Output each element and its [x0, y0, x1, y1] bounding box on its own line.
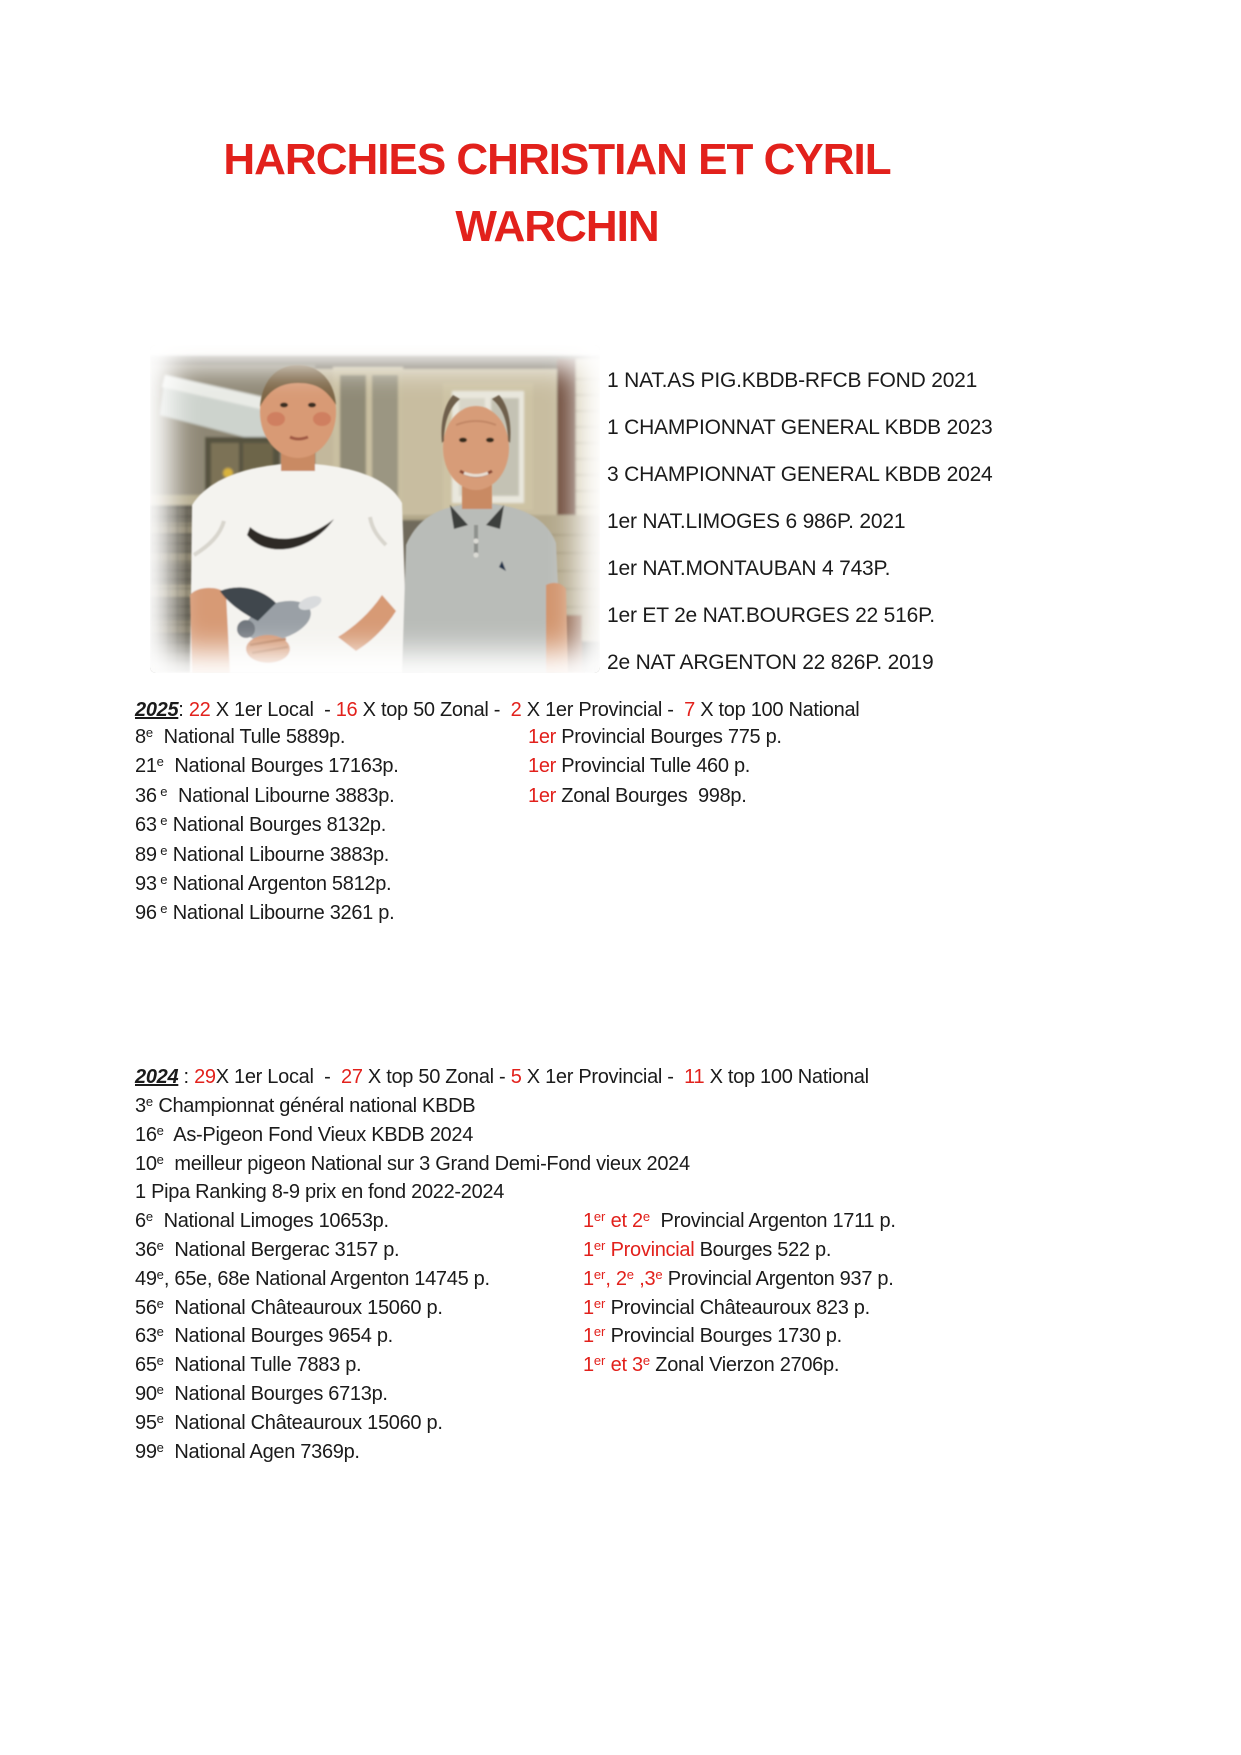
- left-man-arm: [190, 588, 230, 673]
- result-left: 93 $^e$ National Argenton 5812p.: [135, 871, 392, 895]
- page-title-line1: HARCHIES CHRISTIAN ET CYRIL: [223, 135, 891, 184]
- honor-line: 1er ET 2e NAT.BOURGES 22 516P.: [607, 604, 935, 627]
- result-left: 96 $^e$ National Libourne 3261 p.: [135, 901, 395, 925]
- result-left: 10e meilleur pigeon National sur 3 Grand Demi-Fond vieux 2024: [135, 1151, 690, 1175]
- honor-line: 1 NAT.AS PIG.KBDB-RFCB FOND 2021: [607, 369, 978, 392]
- honors-list: [607, 369, 993, 698]
- honor-line: 1er NAT.LIMOGES 6 986P. 2021: [607, 510, 906, 533]
- result-left: 89 $^e$ National Libourne 3883p.: [135, 842, 390, 866]
- result-left: 1 Pipa Ranking 8-9 prix en fond 2022-2024: [135, 1181, 505, 1204]
- result-left: 8e National Tulle 5889p.: [135, 725, 346, 748]
- result-right: 1er Provincial Bourges 775 p.: [528, 726, 782, 748]
- result-left: 3e Championnat général national KBDB: [135, 1094, 476, 1117]
- season-2024-header: 2024 : 29X 1er Local - 27 X top 50 Zonal - 5 X 1er Provincial - 11 X top 100 National: [135, 1066, 869, 1088]
- result-left: 99e National Agen 7369p.: [135, 1439, 360, 1463]
- grey-polo: [402, 503, 562, 673]
- result-left: 6e National Limoges 10653p.: [135, 1209, 389, 1233]
- result-left: 95e National Châteauroux 15060 p.: [135, 1410, 443, 1434]
- result-left: 63 $^e$ National Bourges 8132p.: [135, 813, 387, 837]
- honor-line: 2e NAT ARGENTON 22 826P. 2019: [607, 651, 934, 674]
- page-title-line2: WARCHIN: [455, 202, 659, 251]
- result-right: 1er Provincial Châteauroux 823 p.: [583, 1295, 870, 1319]
- result-left: 65e National Tulle 7883 p.: [135, 1353, 362, 1377]
- honor-line: 3 CHAMPIONNAT GENERAL KBDB 2024: [607, 463, 993, 486]
- page-title: [0, 126, 1114, 260]
- season-2025-header: 2025: 22 X 1er Local - 16 X top 50 Zonal - 2 X 1er Provincial - 7 X top 100 National: [135, 699, 860, 721]
- result-left: 36 $^e$ National Libourne 3883p.: [135, 783, 395, 807]
- result-right: 1er Provincial Bourges 522 p.: [583, 1237, 832, 1261]
- result-left: 56e National Châteauroux 15060 p.: [135, 1295, 443, 1319]
- right-man-arm: [546, 583, 568, 673]
- honor-line: 1 CHAMPIONNAT GENERAL KBDB 2023: [607, 416, 993, 439]
- photo-two-men-with-pigeon: [150, 345, 600, 673]
- result-left: 90e National Bourges 6713p.: [135, 1381, 388, 1405]
- result-right: 1er et 2e Provincial Argenton 1711 p.: [583, 1209, 896, 1233]
- result-left: 63e National Bourges 9654 p.: [135, 1324, 393, 1348]
- result-left: 49e, 65e, 68e National Argenton 14745 p.: [135, 1266, 490, 1290]
- result-left: 21e National Bourges 17163p.: [135, 754, 399, 778]
- result-right: 1er Provincial Bourges 1730 p.: [583, 1324, 842, 1348]
- honor-line: 1er NAT.MONTAUBAN 4 743P.: [607, 557, 891, 580]
- result-right: 1er, 2e ,3e Provincial Argenton 937 p.: [583, 1266, 894, 1290]
- pigeon-head: [237, 620, 255, 638]
- result-right: 1er Provincial Tulle 460 p.: [528, 755, 751, 778]
- photo-illustration: [150, 345, 600, 673]
- result-left: 16e As-Pigeon Fond Vieux KBDB 2024: [135, 1122, 474, 1146]
- result-left: 36e National Bergerac 3157 p.: [135, 1237, 400, 1261]
- result-right: 1er et 3e Zonal Vierzon 2706p.: [583, 1353, 840, 1377]
- result-right: 1er Zonal Bourges 998p.: [528, 784, 747, 807]
